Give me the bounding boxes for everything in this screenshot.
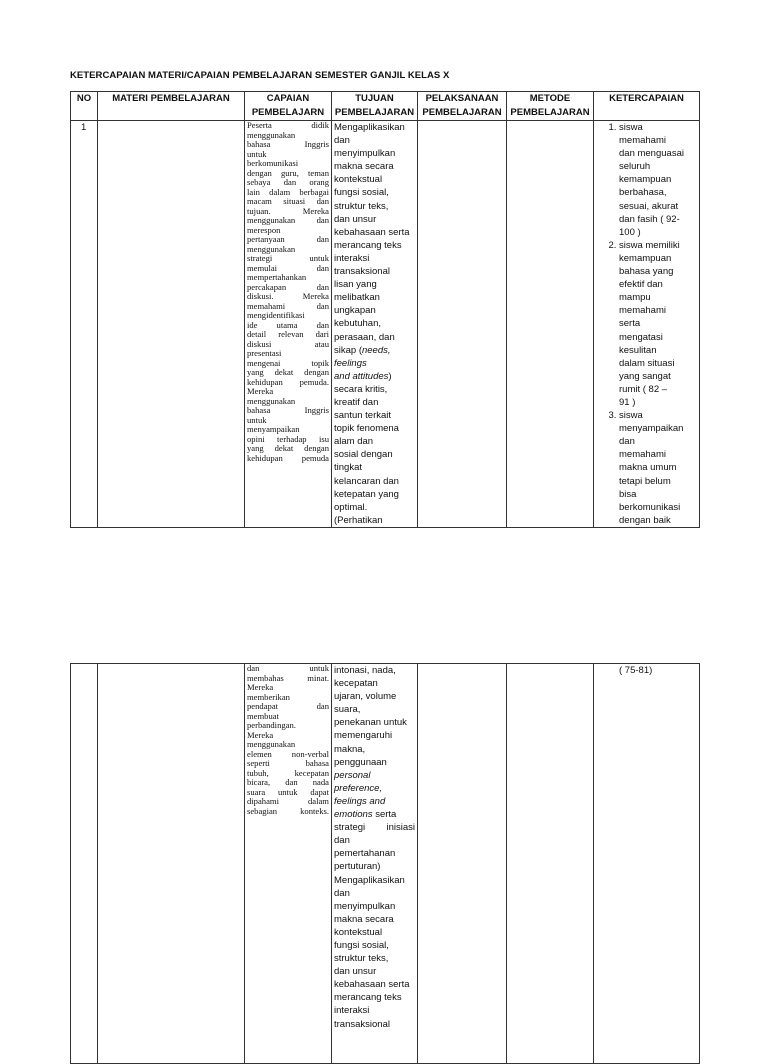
tujuan-line: kecepatan <box>334 678 378 690</box>
capaian-line: bahasa Inggris <box>247 139 329 149</box>
capaian-line: menyampaikan <box>247 424 300 434</box>
capaian-line: untuk <box>247 148 267 159</box>
capaian-line: detail relevan dari <box>247 329 329 339</box>
tujuan-line: struktur teks, <box>334 200 389 212</box>
capaian-line: mempertahankan <box>247 272 307 282</box>
tujuan-line: transaksional <box>334 1018 390 1030</box>
capaian-line: kehidupan pemuda <box>247 452 329 463</box>
capaian-line: Mereka <box>247 729 274 740</box>
ketercapaian-line: yang sangat <box>619 370 671 382</box>
capaian-line: memulai dan <box>247 262 329 273</box>
capaian-line: menggunakan dan <box>247 215 329 225</box>
capaian-line: sebagian konteks. <box>247 805 329 816</box>
tujuan-line: kebahasaan serta <box>334 226 410 238</box>
table-header-row <box>71 92 700 121</box>
tujuan-line: transaksional <box>334 266 390 278</box>
ketercapaian-line: serta <box>619 318 641 330</box>
capaian-line: berkomunikasi <box>247 158 299 168</box>
capaian-line: dengan guru, teman <box>247 167 329 178</box>
capaian-line: yang dekat dengan <box>247 367 329 377</box>
ketercapaian-line: seluruh <box>619 161 651 173</box>
tujuan-line: sosial dengan <box>334 449 393 461</box>
ketercapaian-item <box>619 409 697 527</box>
cell-no <box>71 664 98 1064</box>
cell-pelaksanaan <box>418 121 507 528</box>
ketercapaian-line: berbahasa, <box>619 187 667 199</box>
tujuan-line: dan <box>334 887 350 899</box>
capaian-line: merespon <box>247 224 281 235</box>
capaian-line: diskusi atau <box>247 338 329 349</box>
capaian-line: memberikan <box>247 691 290 702</box>
tujuan-line: dan <box>334 835 350 847</box>
tujuan-text <box>334 121 415 527</box>
tujuan-line: emotions serta <box>334 809 397 821</box>
capaian-text <box>247 664 329 816</box>
tujuan-line: (Perhatikan <box>334 514 383 526</box>
tujuan-line: makna, <box>334 743 366 755</box>
ketercapaian-line: bahasa yang <box>619 266 674 278</box>
tujuan-line: menyimpulkan <box>334 148 396 160</box>
tujuan-line: alam dan <box>334 436 374 448</box>
capaian-line: membuat <box>247 710 279 721</box>
tujuan-line: merancang teks <box>334 239 402 251</box>
tujuan-line: kebahasaan serta <box>334 979 410 991</box>
ketercapaian-line: memahami <box>619 449 666 461</box>
tujuan-line: fungsi sosial, <box>334 939 389 951</box>
tujuan-line: tingkat <box>334 462 362 474</box>
capaian-line: macam situasi dan <box>247 196 329 206</box>
ketercapaian-line: dan menguasai <box>619 148 684 160</box>
tujuan-line: Mengaplikasikan <box>334 874 405 886</box>
ketercapaian-line: 1. siswa <box>619 122 643 133</box>
ketercapaian-line: menyampaikan <box>619 423 684 435</box>
capaian-line: yang dekat dengan <box>247 443 329 453</box>
cell-metode <box>507 664 594 1064</box>
tujuan-line: santun terkait <box>334 410 392 422</box>
capaian-line: suara untuk dapat <box>247 786 329 797</box>
tujuan-line: preference, <box>334 782 383 794</box>
tujuan-line: topik fenomena <box>334 423 399 435</box>
ketercapaian-line: mengatasi <box>619 331 663 343</box>
cell-capaian <box>245 664 332 1064</box>
ketercapaian-line: tetapi belum <box>619 475 671 487</box>
ketercapaian-line: makna umum <box>619 462 677 474</box>
capaian-line: Mereka <box>247 682 274 692</box>
capaian-line: kehidupan pemuda. <box>247 376 329 387</box>
capaian-line: menggunakan <box>247 395 296 406</box>
capaian-text <box>247 121 329 463</box>
tujuan-line: pertuturan) <box>334 861 381 873</box>
tujuan-line: kontekstual <box>334 174 383 186</box>
ketercapaian-line: dalam situasi <box>619 357 675 369</box>
tujuan-line: kebutuhan, <box>334 318 382 330</box>
ketercapaian-line: 91 ) <box>619 396 636 408</box>
cell-materi <box>98 664 245 1064</box>
tujuan-line: perasaan, dan <box>334 331 395 343</box>
tujuan-line: kontekstual <box>334 926 383 938</box>
tujuan-line: interaksi <box>334 1005 370 1017</box>
tujuan-line: penekanan untuk <box>334 717 407 729</box>
tujuan-line: interaksi <box>334 252 370 264</box>
cell-tujuan <box>332 121 418 528</box>
tujuan-line: memengaruhi <box>334 730 393 742</box>
tujuan-line: dan unsur <box>334 213 377 225</box>
ketercapaian-line: sesuai, akurat <box>619 200 679 212</box>
ketercapaian-range: ( 75-81) <box>619 665 653 676</box>
tujuan-line: fungsi sosial, <box>334 187 389 199</box>
achievement-table-page2 <box>70 663 700 1064</box>
tujuan-line: secara kritis, <box>334 383 388 395</box>
tujuan-line: and attitudes) <box>334 370 392 382</box>
document-title: KETERCAPAIAN MATERI/CAPAIAN PEMBELAJARAN SEMESTER GANJIL KELAS X <box>70 70 450 81</box>
cell-no: 1 <box>71 121 98 528</box>
tujuan-line: ungkapan <box>334 305 376 317</box>
capaian-line: tubuh, kecepatan <box>247 767 329 778</box>
cell-capaian <box>245 121 332 528</box>
ketercapaian-line: memahami <box>619 135 666 147</box>
table-row <box>71 121 700 528</box>
ketercapaian-line: mampu <box>619 292 651 304</box>
cell-pelaksanaan <box>418 664 507 1064</box>
tujuan-line: intonasi, nada, <box>334 665 396 676</box>
header-tujuan: TUJUAN PEMBELAJARAN <box>332 92 418 121</box>
capaian-line: strategi untuk <box>247 253 329 263</box>
tujuan-line: melibatkan <box>334 292 380 304</box>
ketercapaian-item <box>619 239 697 409</box>
capaian-line: elemen non-verbal <box>247 748 329 759</box>
capaian-line: pendapat dan <box>247 701 329 711</box>
tujuan-line: kelancaran dan <box>334 475 399 487</box>
capaian-line: menggunakan <box>247 243 296 254</box>
ketercapaian-line: dengan baik <box>619 514 671 526</box>
tujuan-line: merancang teks <box>334 992 402 1004</box>
ketercapaian-line: bisa <box>619 488 637 500</box>
tujuan-line: dan unsur <box>334 966 377 978</box>
ketercapaian-list <box>596 121 697 527</box>
ketercapaian-line: 3. siswa <box>619 410 643 422</box>
header-ketercapaian: KETERCAPAIAN <box>594 92 700 121</box>
capaian-line: ide utama dan <box>247 319 329 330</box>
tujuan-line: personal <box>334 769 371 781</box>
tujuan-line: sikap (needs, <box>334 344 391 356</box>
ketercapaian-line: dan fasih ( 92- <box>619 213 680 225</box>
tujuan-line: feelings and <box>334 795 386 807</box>
cell-ketercapaian <box>594 664 700 1064</box>
header-materi: MATERI PEMBELAJARAN <box>98 92 245 121</box>
tujuan-line: strategi inisiasi <box>334 822 415 834</box>
capaian-line: menggunakan <box>247 129 296 140</box>
ketercapaian-line: 2. siswa memiliki <box>619 239 680 251</box>
tujuan-line: Mengaplikasikan <box>334 122 405 133</box>
cell-tujuan <box>332 664 418 1064</box>
ketercapaian-line: kemampuan <box>619 174 672 186</box>
tujuan-line: makna secara <box>334 161 394 173</box>
capaian-line: diskusi. Mereka <box>247 291 329 301</box>
ketercapaian-line: 100 ) <box>619 226 641 238</box>
tujuan-line: suara, <box>334 704 361 716</box>
capaian-line: perbandingan. <box>247 720 296 730</box>
capaian-line: Mereka <box>247 386 274 396</box>
capaian-line: menggunakan <box>247 739 296 749</box>
ketercapaian-line: efektif dan <box>619 279 663 291</box>
ketercapaian-line: kemampuan <box>619 252 672 264</box>
ketercapaian-line: memahami <box>619 305 666 317</box>
capaian-line: percakapan dan <box>247 281 329 292</box>
tujuan-line: dan <box>334 135 350 147</box>
ketercapaian-item <box>619 121 697 239</box>
ketercapaian-line: rumit ( 82 – <box>619 383 668 395</box>
ketercapaian-line: berkomunikasi <box>619 501 681 513</box>
achievement-table-page1 <box>70 91 700 528</box>
capaian-line: dipahami dalam <box>247 796 329 806</box>
tujuan-line: makna secara <box>334 913 394 925</box>
tujuan-line: optimal. <box>334 501 368 513</box>
cell-metode <box>507 121 594 528</box>
table-row <box>71 664 700 1064</box>
tujuan-line: ujaran, volume <box>334 691 397 703</box>
tujuan-line: ketepatan yang <box>334 488 399 500</box>
capaian-line: lain dalam berbagai <box>247 186 329 197</box>
capaian-line: dan untuk <box>247 663 329 673</box>
capaian-line: presentasi <box>247 348 282 358</box>
capaian-line: membahas minat. <box>247 672 329 683</box>
capaian-line: tujuan. Mereka <box>247 205 329 216</box>
capaian-line: memahami dan <box>247 300 329 311</box>
tujuan-line: kreatif dan <box>334 396 379 408</box>
capaian-line: bicara, dan nada <box>247 777 329 787</box>
tujuan-line: pemertahanan <box>334 848 396 860</box>
cell-ketercapaian <box>594 121 700 528</box>
header-metode: METODE PEMBELAJARAN <box>507 92 594 121</box>
tujuan-line: lisan yang <box>334 279 377 291</box>
header-capaian: CAPAIAN PEMBELAJARN <box>245 92 332 121</box>
tujuan-line: struktur teks, <box>334 953 389 965</box>
capaian-line: opini terhadap isu <box>247 433 329 444</box>
capaian-line: bahasa Inggris <box>247 405 329 415</box>
header-pelaksanaan: PELAKSANAAN PEMBELAJARAN <box>418 92 507 121</box>
tujuan-text <box>334 664 415 1031</box>
tujuan-line: penggunaan <box>334 756 387 768</box>
capaian-line: seperti bahasa <box>247 758 329 768</box>
capaian-line: mengidentifikasi <box>247 310 305 320</box>
capaian-line: mengenai topik <box>247 357 329 368</box>
cell-materi <box>98 121 245 528</box>
header-no: NO <box>71 92 98 121</box>
capaian-line: Peserta didik <box>247 120 329 130</box>
capaian-line: pertanyaan dan <box>247 234 329 244</box>
tujuan-line: menyimpulkan <box>334 900 396 912</box>
ketercapaian-line: dan <box>619 436 635 448</box>
tujuan-line: feelings <box>334 357 367 369</box>
capaian-line: sebaya dan orang <box>247 177 329 187</box>
ketercapaian-line: kesulitan <box>619 344 657 356</box>
capaian-line: untuk <box>247 414 267 425</box>
